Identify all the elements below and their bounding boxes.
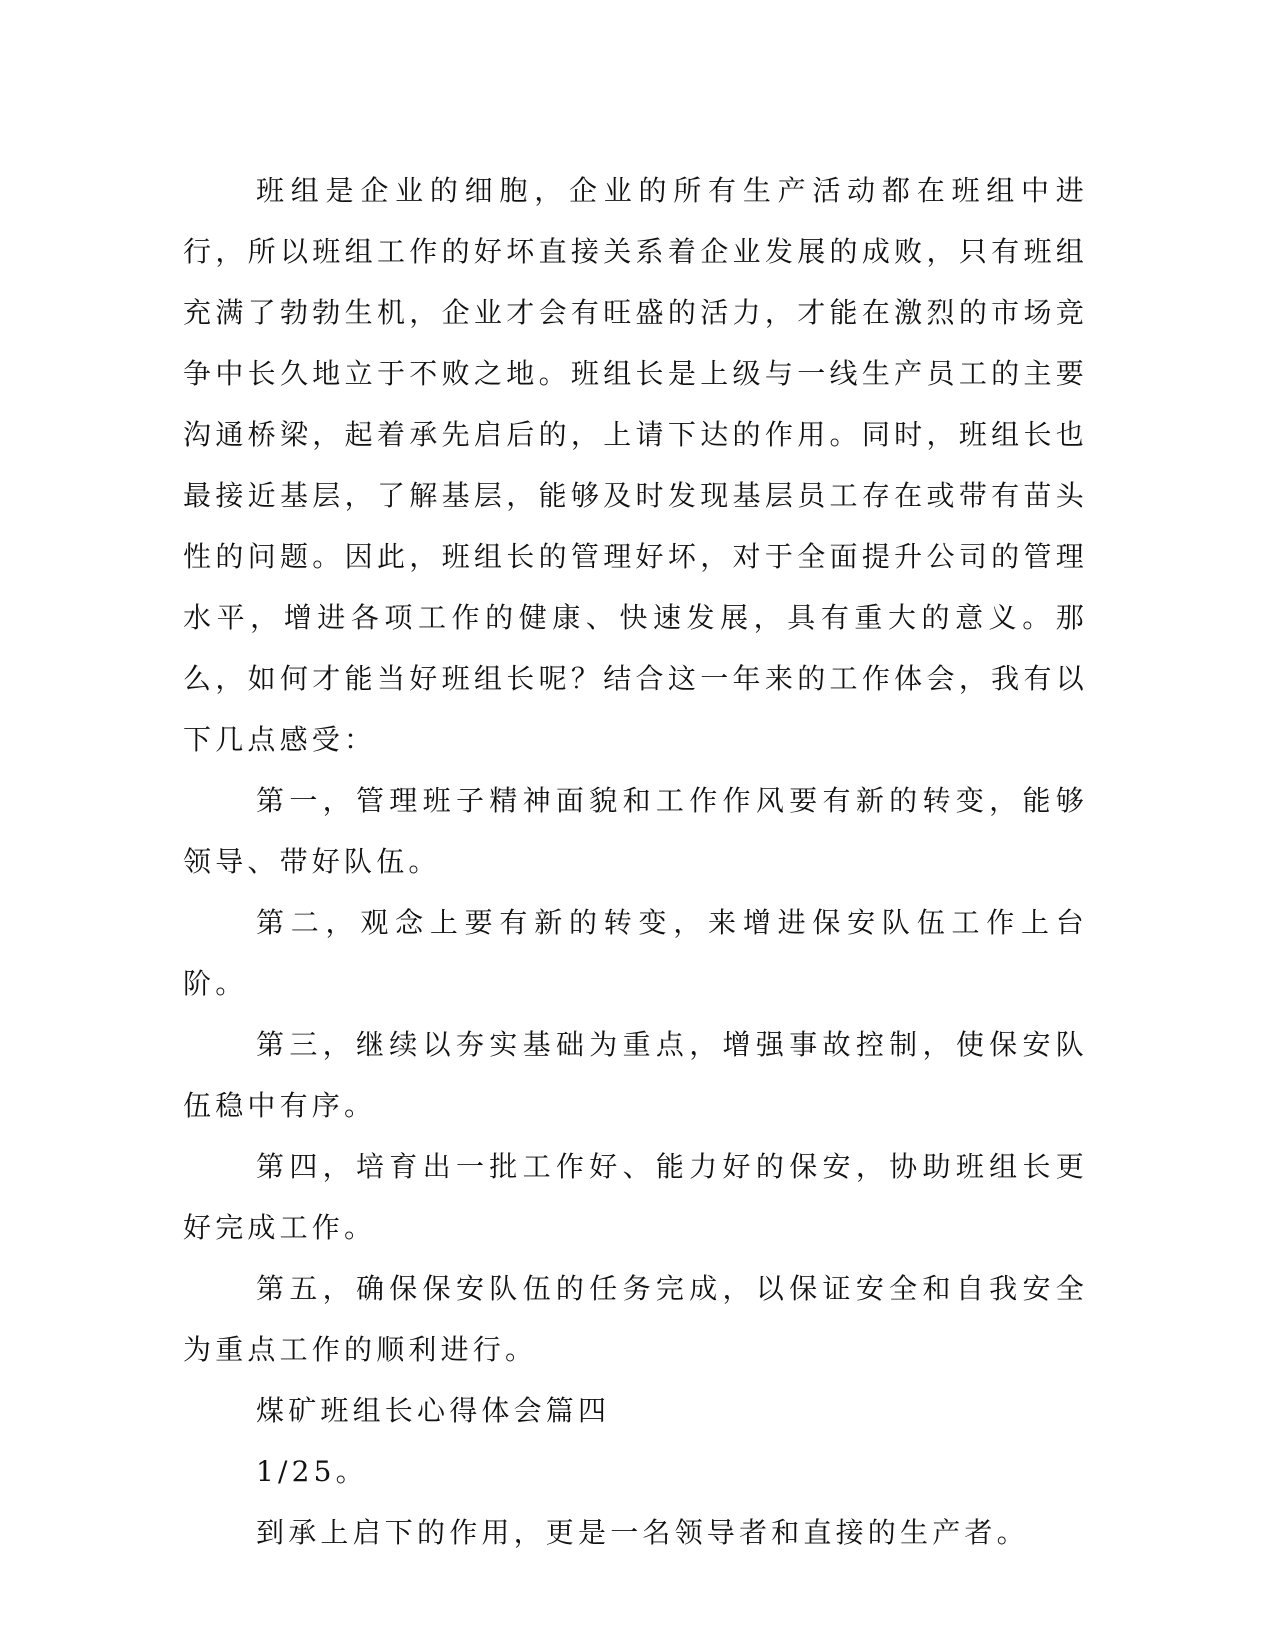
document-body [183,160,1088,1563]
point-four-paragraph: 第四，培育出一批工作好、能力好的保安，协助班组长更好完成工作。 [183,1150,1088,1244]
intro-paragraph: 班组是企业的细胞，企业的所有生产活动都在班组中进行，所以班组工作的好坏直接关系着企业发展的成败，只有班组充满了勃勃生机，企业才会有旺盛的活力，才能在激烈的市场竞争中长久地立于不败之地。班组长是上级与一线生产员工的主要沟通桥梁，起着承先启后的，上请下达的作用。同时，班组长也最接近基层，了解基层，能够及时发现基层员工存在或带有苗头性的问题。因此，班组长的管理好坏，对于全面提升公司的管理水平，增进各项工作的健康、快速发展，具有重大的意义。那么，如何才能当好班组长呢？结合这一年来的工作体会，我有以下几点感受： [183,174,1088,756]
point-three-paragraph: 第三，继续以夯实基础为重点，增强事故控制，使保安队伍稳中有序。 [183,1028,1088,1122]
page-marker: 1/25。 [256,1455,368,1488]
closing-paragraph: 到承上启下的作用，更是一名领导者和直接的生产者。 [256,1516,1029,1549]
point-five-paragraph: 第五，确保保安队伍的任务完成，以保证安全和自我安全为重点工作的顺利进行。 [183,1272,1088,1366]
section-heading: 煤矿班组长心得体会篇四 [256,1394,611,1427]
point-one-paragraph: 第一，管理班子精神面貌和工作作风要有新的转变，能够领导、带好队伍。 [183,784,1088,878]
point-two-paragraph: 第二，观念上要有新的转变，来增进保安队伍工作上台阶。 [183,906,1088,1000]
